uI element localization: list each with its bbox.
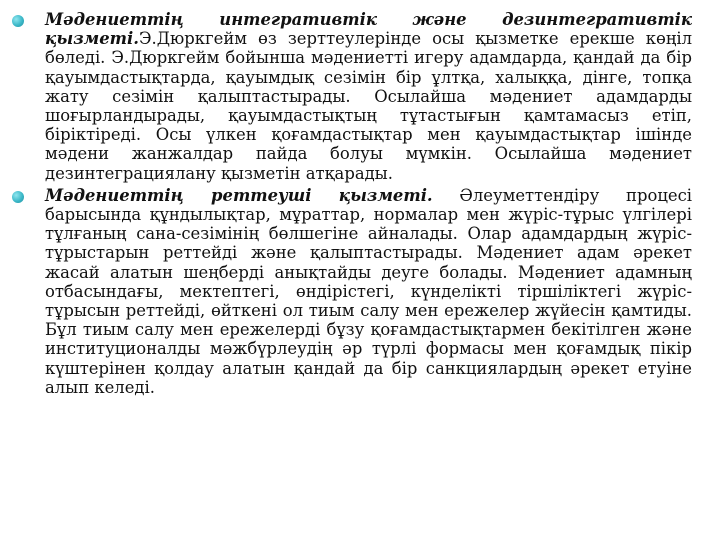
bullet-list: [12, 10, 692, 400]
list-item-regulatory-function: [12, 186, 692, 397]
bullet-icon: [12, 15, 24, 27]
bullet-icon: [12, 191, 24, 203]
item-heading: Мәдениеттің реттеуші қызметі.: [45, 185, 433, 205]
item-heading: Мәдениеттің интегративтік және дезинтегративтік қызметі.: [45, 10, 692, 49]
list-item-integrative-function: [12, 10, 692, 183]
item-text: Э.Дюркгейм өз зерттеулерінде осы қызметке ерекше көңіл бөледі. Э.Дюркгейм бойынша мәдениетті игеру адамдарда, қандай да бір қауымдастықтарда, қауымдық сезімін бір ұлтқа, халыққа, дінге, топқа жату сезімін қалыптастырады. Осылайша мәдениет адамдарды шоғырландырады, қауымдастықтың тұтастығын қамтамасыз етіп, біріктіреді. Осы үлкен қоғамдастықтар мен қауымдастықтар ішінде мәдени жанжалдар пайда болуы мүмкін. Осылайша мәдениет дезинтеграциялану қызметін атқарады.: [45, 29, 692, 183]
item-text: Әлеуметтендіру процесі барысында құндылықтар, мұраттар, нормалар мен жүріс-тұрыс үлгілері тұлғаның сана-сезімінің бөлшегіне айналады. Олар адамдардың жүріс-тұрыстарын реттейді және қалыптастырады. Мәдениет адам әрекет жасай алатын шеңберді анықтайды деуге болады. Мәдениет адамның отбасындағы, мектептегі, өндірістегі, күнделікті тіршіліктегі жүріс-тұрысын реттейді, өйткені ол тиым салу мен ережелер жүйесін қамтиды. Бұл тиым салу мен ережелерді бұзу қоғамдастықтармен бекітілген және институционалды мәжбүрлеудің әр түрлі формасы мен қоғамдық пікір күштерінен қолдау алатын қандай да бір санкциялардың әрекет етуіне алып келеді.: [45, 185, 692, 397]
